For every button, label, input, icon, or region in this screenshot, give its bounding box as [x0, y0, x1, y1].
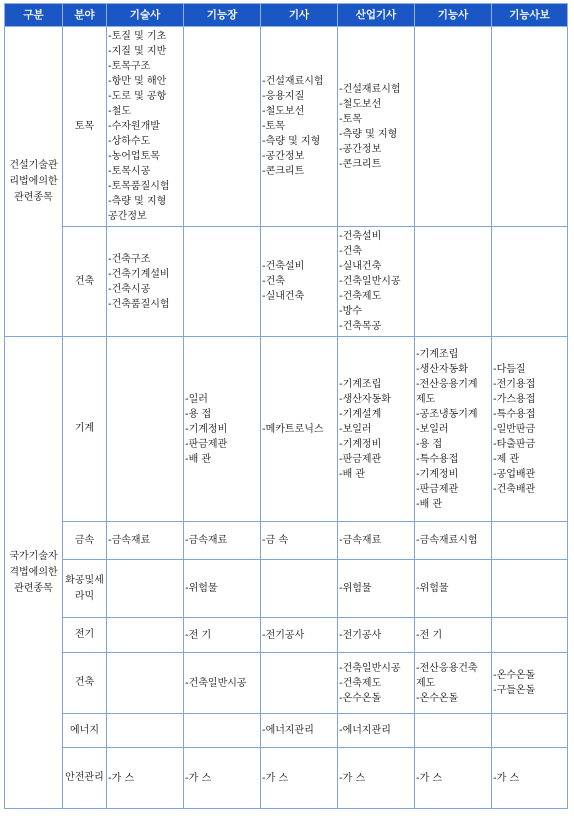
qualification-cell — [261, 653, 338, 714]
header-craftsman: 기능사 — [415, 4, 492, 27]
qualification-item: -기계정비 — [339, 438, 382, 450]
qualification-item: -건축시공 — [108, 283, 151, 295]
header-row — [5, 4, 568, 27]
field-label-line: 안전 — [65, 772, 85, 783]
qualification-item: -철도보선 — [262, 106, 305, 117]
qualification-item: -방수 — [339, 306, 362, 317]
qualification-item: -항만 및 해안 — [108, 76, 167, 87]
qualification-item: -지질 및 지반 — [108, 46, 167, 57]
qualification-table — [4, 3, 568, 809]
qualification-item: -건축품질시험 — [108, 298, 170, 310]
qualification-item: -전기용접 — [493, 378, 536, 390]
qualification-cell — [338, 618, 415, 653]
qualification-item: -용 접 — [416, 438, 443, 450]
qualification-item: -수자원개발 — [108, 121, 160, 132]
qualification-cell — [184, 618, 261, 653]
qualification-item: -일러 — [185, 393, 208, 405]
qualification-cell — [107, 337, 184, 522]
field-label-line: 기계 — [74, 423, 95, 434]
qualification-item: -공간정보 — [262, 151, 305, 162]
table-row — [5, 618, 568, 653]
qualification-item: -전산응용건축 — [416, 662, 478, 674]
qualification-item: -가 스 — [416, 772, 443, 784]
qualification-item: -기계정비 — [185, 423, 228, 435]
field-cell — [63, 27, 107, 227]
qualification-cell — [261, 522, 338, 560]
table-row — [5, 522, 568, 560]
qualification-item: -다듬질 — [493, 363, 526, 375]
qualification-cell — [184, 522, 261, 560]
qualification-item: -측량 및 지형 — [262, 136, 321, 147]
qualification-cell — [107, 227, 184, 337]
qualification-cell — [415, 227, 492, 337]
qualification-cell — [261, 618, 338, 653]
qualification-cell — [107, 748, 184, 809]
field-label-line: 건축 — [74, 677, 95, 688]
qualification-item: -배 관 — [339, 468, 366, 480]
table-row — [5, 337, 568, 522]
category-label-line: 건설기술 — [9, 159, 48, 171]
qualification-item: -금속재료시험 — [416, 535, 478, 546]
qualification-item: -배 관 — [185, 453, 212, 465]
qualification-item: -위험물 — [339, 583, 372, 594]
qualification-cell — [415, 618, 492, 653]
qualification-cell — [415, 714, 492, 748]
qualification-item: -토질 및 기초 — [108, 31, 167, 42]
qualification-item: -콘크리트 — [339, 158, 382, 170]
qualification-item: -금속재료 — [108, 535, 151, 546]
qualification-item: -기계조립 — [416, 348, 459, 360]
qualification-item: 제도 — [416, 393, 436, 405]
qualification-cell — [338, 560, 415, 618]
qualification-item: -철도 — [108, 106, 131, 117]
qualification-cell — [492, 714, 568, 748]
qualification-item: -건축설비 — [262, 261, 305, 272]
qualification-item: -전산응용기계 — [416, 378, 478, 390]
qualification-cell — [415, 337, 492, 522]
field-cell — [63, 748, 107, 809]
qualification-item: -농어업토목 — [108, 151, 160, 162]
qualification-item: -온수온돌 — [339, 692, 382, 704]
qualification-item: -건축설비 — [339, 231, 382, 242]
qualification-item: -건축목공 — [339, 321, 382, 332]
field-cell — [63, 337, 107, 522]
qualification-cell — [415, 27, 492, 227]
qualification-item: -에너지관리 — [262, 725, 314, 736]
qualification-item: -메카트로닉스 — [262, 423, 324, 435]
qualification-item: -판금제관 — [339, 453, 382, 465]
qualification-cell — [338, 27, 415, 227]
qualification-item: -위험물 — [416, 583, 449, 594]
qualification-cell — [184, 653, 261, 714]
qualification-cell — [107, 653, 184, 714]
category-cell — [5, 27, 63, 337]
qualification-item: -건축 — [339, 246, 362, 257]
table-row — [5, 560, 568, 618]
qualification-cell — [415, 748, 492, 809]
qualification-item: -가스용접 — [493, 393, 536, 405]
field-label-line: 토목 — [74, 120, 95, 132]
qualification-cell — [492, 560, 568, 618]
qualification-cell — [184, 560, 261, 618]
header-master-craftsman: 기능장 — [184, 4, 261, 27]
qualification-item: -토목품질시험 — [108, 181, 170, 192]
qualification-item: -전기공사 — [262, 629, 305, 641]
qualification-item: -건설재료시험 — [262, 76, 324, 87]
qualification-cell — [184, 227, 261, 337]
qualification-cell — [184, 27, 261, 227]
qualification-item: -금 속 — [262, 535, 289, 546]
qualification-item: -가 스 — [108, 772, 135, 784]
qualification-cell — [492, 227, 568, 337]
qualification-item: -용 접 — [185, 408, 212, 420]
qualification-item: -전기공사 — [339, 629, 382, 641]
header-engineer: 기사 — [261, 4, 338, 27]
category-label-line: 의한 — [38, 175, 58, 187]
qualification-cell — [261, 560, 338, 618]
qualification-cell — [415, 653, 492, 714]
qualification-item: -응용지질 — [262, 91, 305, 102]
category-label-line: 관리법에 — [9, 159, 58, 187]
header-field: 분야 — [63, 4, 107, 27]
qualification-item: -특수용접 — [416, 453, 459, 465]
qualification-item: -토목 — [339, 113, 362, 125]
qualification-item: -특수용접 — [493, 408, 536, 420]
qualification-cell — [492, 522, 568, 560]
qualification-item: -전 기 — [185, 629, 212, 641]
qualification-item: -토목구조 — [108, 61, 151, 72]
qualification-item: -금속재료 — [185, 535, 228, 546]
table-row — [5, 27, 568, 227]
field-label-line: 건축 — [74, 275, 95, 287]
qualification-item: -건축제도 — [339, 291, 382, 302]
qualification-item: -보일러 — [416, 423, 449, 435]
field-cell — [63, 227, 107, 337]
field-label-line: 및 — [84, 574, 95, 586]
qualification-item: -건설재료시험 — [339, 83, 401, 95]
qualification-item: -보일러 — [339, 423, 372, 435]
qualification-item: -생산자동화 — [416, 363, 468, 375]
qualification-item: -건축일반시공 — [185, 677, 247, 689]
qualification-cell — [184, 714, 261, 748]
qualification-cell — [492, 27, 568, 227]
field-label-line: 전기 — [74, 629, 95, 640]
qualification-item: -온수온돌 — [493, 670, 536, 681]
category-label-line: 의한 — [38, 566, 58, 578]
qualification-cell — [107, 522, 184, 560]
qualification-item: 제도 — [416, 677, 436, 689]
qualification-cell — [338, 337, 415, 522]
field-cell — [63, 653, 107, 714]
field-label-line: 금속 — [74, 534, 95, 546]
category-label-line: 관련종목 — [14, 582, 53, 594]
qualification-item: -위험물 — [185, 583, 218, 594]
field-label-line: 에너지 — [70, 724, 99, 736]
qualification-item: -배 관 — [416, 498, 443, 510]
qualification-item: -가 스 — [493, 772, 520, 784]
qualification-item: -건축기계설비 — [108, 268, 170, 280]
qualification-item: -도로 및 공항 — [108, 91, 167, 102]
qualification-item: -판금제관 — [416, 483, 459, 495]
category-label-line: 자격법에 — [9, 550, 58, 578]
qualification-item: -건축 — [262, 276, 285, 287]
field-cell — [63, 714, 107, 748]
qualification-item: -측량 및 지형 — [339, 128, 398, 140]
qualification-item: -기계정비 — [416, 468, 459, 480]
qualification-item: 공간정보 — [108, 211, 147, 222]
field-label-line: 관리 — [84, 772, 104, 783]
qualification-cell — [107, 714, 184, 748]
qualification-item: -금속재료 — [339, 535, 382, 546]
qualification-item: -가 스 — [339, 772, 366, 784]
qualification-cell — [492, 653, 568, 714]
category-label-line: 관련종목 — [14, 191, 53, 203]
field-cell — [63, 522, 107, 560]
field-cell — [63, 560, 107, 618]
qualification-item: -가 스 — [262, 772, 289, 784]
field-label-line: 화공 — [65, 574, 85, 586]
qualification-item: -가 스 — [185, 772, 212, 784]
header-industrial-engineer: 산업기사 — [338, 4, 415, 27]
qualification-item: -판금제관 — [185, 438, 228, 450]
qualification-item: -상하수도 — [108, 136, 151, 147]
qualification-cell — [107, 27, 184, 227]
qualification-cell — [492, 748, 568, 809]
qualification-item: -일반판금 — [493, 423, 536, 435]
qualification-item: -건축구조 — [108, 253, 151, 265]
qualification-item: -구들온돌 — [493, 685, 536, 696]
qualification-cell — [261, 227, 338, 337]
qualification-cell — [338, 748, 415, 809]
qualification-cell — [338, 714, 415, 748]
qualification-item: -온수온돌 — [416, 692, 459, 704]
qualification-cell — [107, 560, 184, 618]
table-row — [5, 653, 568, 714]
qualification-item: -건축일반시공 — [339, 662, 401, 674]
qualification-cell — [492, 337, 568, 522]
qualification-cell — [492, 618, 568, 653]
table-body — [5, 27, 568, 809]
qualification-item: -타출판금 — [493, 438, 536, 450]
qualification-cell — [338, 522, 415, 560]
qualification-item: -기계설계 — [339, 408, 382, 420]
qualification-cell — [107, 618, 184, 653]
qualification-cell — [261, 337, 338, 522]
qualification-cell — [338, 227, 415, 337]
header-assistant-craftsman: 기능사보 — [492, 4, 568, 27]
qualification-item: -공간정보 — [339, 143, 382, 155]
qualification-item: -공조냉동기계 — [416, 408, 478, 420]
qualification-item: -에너지관리 — [339, 725, 391, 736]
qualification-cell — [261, 714, 338, 748]
qualification-item: -토목시공 — [108, 166, 151, 177]
qualification-item: -콘크리트 — [262, 166, 305, 177]
table-row — [5, 714, 568, 748]
qualification-item: -실내건축 — [262, 291, 305, 302]
qualification-item: -기계조립 — [339, 378, 382, 390]
qualification-item: -토목 — [262, 121, 285, 132]
qualification-cell — [184, 337, 261, 522]
qualification-cell — [415, 522, 492, 560]
field-cell — [63, 618, 107, 653]
qualification-cell — [184, 748, 261, 809]
qualification-cell — [338, 653, 415, 714]
qualification-item: -철도보선 — [339, 98, 382, 110]
qualification-item: -건축배관 — [493, 483, 536, 495]
qualification-item: -실내건축 — [339, 261, 382, 272]
qualification-cell — [261, 27, 338, 227]
qualification-item: -측량 및 지형 — [108, 196, 167, 207]
header-engineer-master: 기술사 — [107, 4, 184, 27]
qualification-item: -전 기 — [416, 629, 443, 641]
field-label-line: 세라믹 — [74, 574, 104, 602]
qualification-item: -제 관 — [493, 453, 520, 465]
qualification-item: -생산자동화 — [339, 393, 391, 405]
qualification-item: -건축일반시공 — [339, 276, 401, 287]
header-category: 구분 — [5, 4, 63, 27]
category-label-line: 국가기술 — [9, 550, 48, 562]
qualification-item: -건축제도 — [339, 677, 382, 689]
table-row — [5, 748, 568, 809]
qualification-cell — [415, 560, 492, 618]
qualification-cell — [261, 748, 338, 809]
table-row — [5, 227, 568, 337]
category-cell — [5, 337, 63, 809]
qualification-item: -공업배관 — [493, 468, 536, 480]
